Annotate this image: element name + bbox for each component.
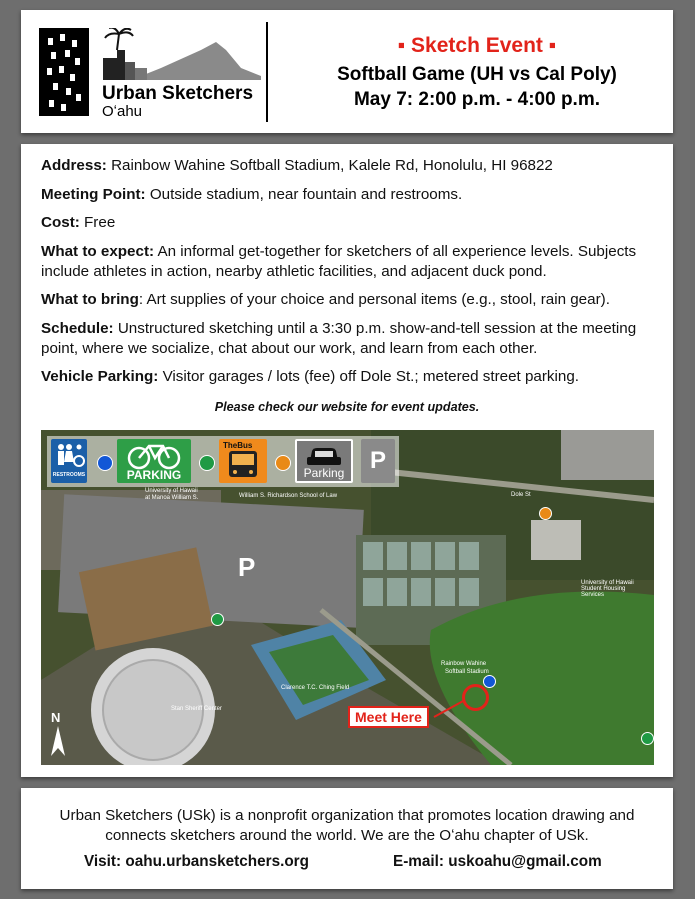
detail-meeting-point: Meeting Point: Outside stadium, near fountain and restrooms. — [41, 185, 463, 203]
restroom-marker-dot — [97, 455, 113, 471]
restroom-legend: RESTROOMS — [51, 439, 87, 483]
bike-location-dot — [211, 613, 224, 626]
bus-marker-dot — [275, 455, 291, 471]
details-panel — [21, 144, 673, 777]
logo-chapter: Oʻahu — [102, 103, 143, 120]
skyline-icon — [101, 28, 261, 84]
restroom-location-dot — [483, 675, 496, 688]
bike-location-dot-2 — [641, 732, 654, 745]
detail-vehicle-parking: Vehicle Parking: Visitor garages / lots (fee) off Dole St.; metered street parking. — [41, 368, 580, 385]
map-label-stadium: Rainbow Wahine — [441, 661, 487, 667]
event-name: Softball Game (UH vs Cal Poly) — [337, 64, 617, 85]
bus-label: TheBus — [223, 441, 253, 450]
logo-name: Urban Sketchers — [102, 83, 254, 104]
detail-cost: Cost: Free — [41, 214, 116, 231]
parking-lot-marker: P — [238, 552, 256, 582]
header-divider — [266, 22, 268, 122]
map-label-law: William S. Richardson School of Law — [239, 493, 338, 499]
compass-arrow-icon — [51, 726, 65, 756]
urban-sketchers-logo — [39, 28, 269, 118]
parking-p-icon: P — [369, 447, 386, 474]
north-indicator: N — [51, 710, 61, 725]
about-line-1: Urban Sketchers (USk) is a nonprofit organization that promotes location drawing and — [59, 807, 635, 824]
map-label-field: Clarence T.C. Ching Field — [281, 685, 350, 691]
organization-about — [21, 806, 673, 846]
header-panel — [21, 10, 673, 133]
map-legend — [47, 436, 399, 487]
about-line-2: connects sketchers around the world. We are the Oʻahu chapter of USk. — [105, 827, 589, 844]
map-label-stan-sheriff: Stan Sheriff Center — [171, 706, 222, 712]
detail-schedule: Schedule: Unstructured sketching until a 3:30 p.m. show-and-tell session at the meeting point, where we socialize, chat about our work, and learn from each other. — [41, 319, 637, 357]
detail-address: Address: Rainbow Wahine Softball Stadium, Kalele Rd, Honolulu, HI 96822 — [41, 157, 553, 174]
map-label-stadium-2: Softball Stadium — [445, 669, 489, 675]
website-link[interactable]: Visit: oahu.urbansketchers.org — [84, 853, 309, 870]
bicycle-icon — [117, 441, 191, 471]
map-label-uh-2: at Manoa William S. — [145, 495, 199, 501]
event-type: ▪ Sketch Event ▪ — [397, 34, 557, 57]
meet-here-label: Meet Here — [348, 706, 429, 728]
detail-what-to-expect: What to expect: An informal get-together for sketchers of all experience levels. Subjects include athletes in action, nearby athletic facilities, and adjacent duck pond. — [41, 242, 637, 280]
restroom-icon — [51, 442, 87, 472]
map-label-uh: University of Hawaii — [145, 488, 198, 494]
map-label-dole: Dole St — [511, 492, 531, 498]
car-parking-legend: Parking — [295, 439, 353, 483]
email-link[interactable]: E-mail: uskoahu@gmail.com — [393, 853, 602, 870]
building-icon — [39, 28, 89, 116]
bus-icon — [219, 439, 267, 483]
map-label-housing: University of Hawaii Student Housing Services — [581, 580, 634, 598]
event-details — [41, 156, 655, 396]
bus-legend — [219, 439, 267, 483]
bus-stop-dot — [539, 507, 552, 520]
website-notice: Please check our website for event updates. — [214, 400, 480, 414]
event-datetime: May 7: 2:00 p.m. - 4:00 p.m. — [353, 89, 601, 110]
location-map[interactable] — [41, 430, 654, 765]
meeting-point-circle — [462, 684, 489, 711]
bike-marker-dot — [199, 455, 215, 471]
parking-p-legend — [361, 439, 395, 483]
bike-parking-legend: PARKING — [117, 439, 191, 483]
detail-what-to-bring: What to bring: Art supplies of your choice and personal items (e.g., stool, rain gear). — [41, 291, 610, 308]
footer-panel — [21, 788, 673, 889]
